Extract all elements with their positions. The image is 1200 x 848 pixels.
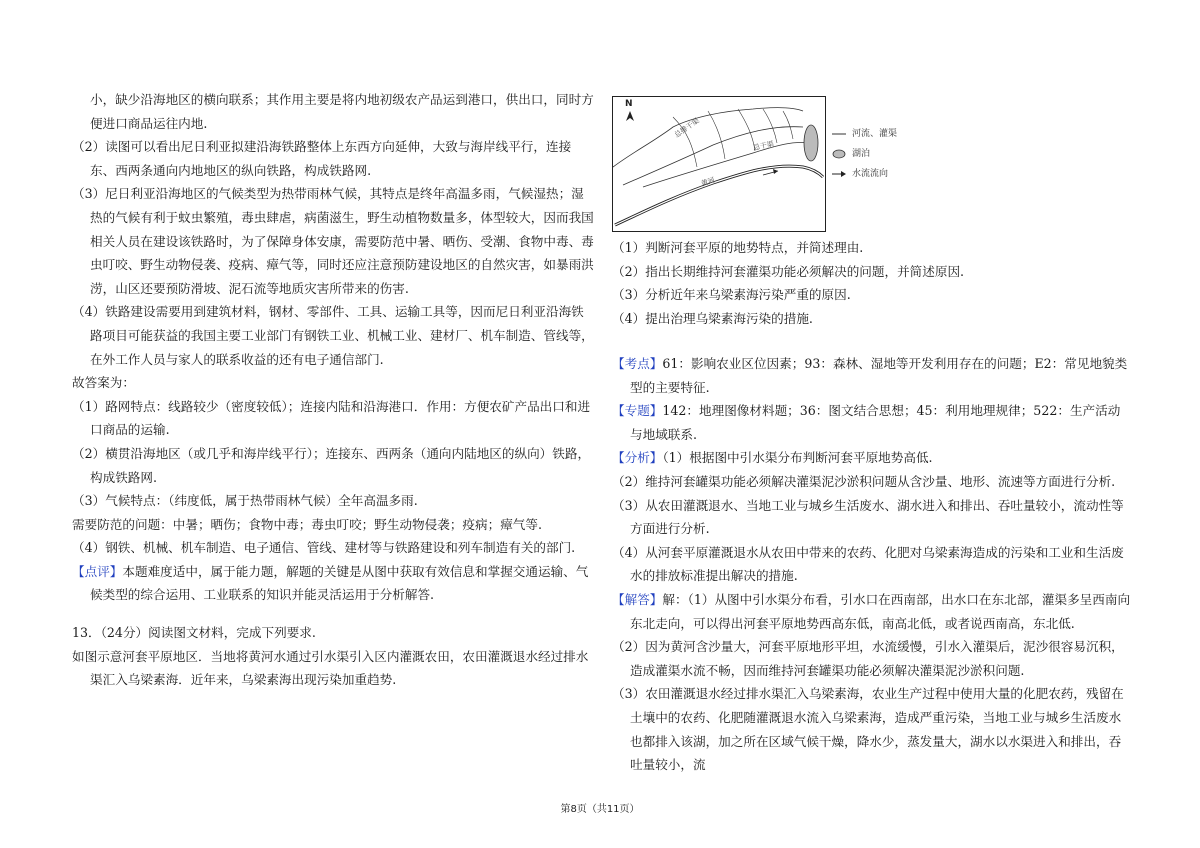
question-2: （2）指出长期维持河套灌渠功能必须解决的问题，并简述原因. [612,263,965,279]
jieda-paragraph: 【解答】解：（1）从图中引水渠分布看，引水口在西南部，出水口在东北部，灌渠多呈西南向东北走向，可以得出河套平原地势西高东低，南高北低，或者说西南高，东北低. [612,591,1131,631]
comment-tag: 【点评】 [72,563,123,579]
jieda-3: （3）农田灌溉退水经过排水渠汇入乌梁素海，农业生产过程中使用大量的化肥农药，残留在土壤中的农药、化肥随灌溉退水流入乌梁素海，造成严重污染，当地工业与城乡生活废水也都排入该湖，加之所在区域气候干燥，降水少，蒸发量大，湖水以水渠进入和排出，吞吐量较小，流 [612,686,1124,773]
question-13-heading: 13．（24分）阅读图文材料，完成下列要求. [72,625,316,641]
fenxi-paragraph: 【分析】（1）根据图中引水渠分布判断河套平原地势高低. [612,450,933,466]
final-answer-3-extra: 需要防范的问题：中暑；晒伤；食物中毒；毒虫叮咬；野生动物侵袭；疫病；瘴气等. [72,516,542,532]
kaodian-tag: 【考点】 [612,356,663,371]
hetao-plain-map [612,96,826,232]
river-label: 黄河 [700,176,716,188]
final-answer-4: （4）钢铁、机械、机车制造、电子通信、管线、建材等与铁路建设和列车制造有关的部门. [72,540,576,556]
legend-flow: 水流流向 [832,164,897,184]
question-3: （3）分析近年来乌梁素海污染严重的原因. [612,287,851,303]
question-1: （1）判断河套平原的地势特点，并简述理由. [612,240,864,255]
map-legend [832,124,897,184]
north-label: N [625,99,633,109]
fenxi-2: （2）维持河套罐渠功能必须解决灌渠泥沙淤积问题从含沙量、地形、流速等方面进行分析. [612,473,1116,489]
paragraph-continuation: 小，缺少沿海地区的横向联系；其作用主要是将内地初级农产品运到港口，供出口，同时方便进口商品运往内地. [90,92,594,131]
right-questions [612,236,1132,330]
north-arrow-icon [626,111,634,121]
right-analysis [612,352,1132,777]
jieda-tag: 【解答】 [612,591,663,607]
lake-icon [804,125,818,161]
left-column [72,88,594,692]
comment-paragraph [72,560,594,607]
legend-lake: 湖泊 [832,144,897,164]
legend-river: 河流、灌渠 [832,124,897,144]
map-drawing [613,97,825,231]
final-answer-1: （1）路网特点：线路较少（密度较低）；连接内陆和沿海港口．作用：方便农矿产品出口和进口商品的运输. [72,398,591,438]
river-line-icon [832,131,846,137]
page-footer: 第8页（共11页） [560,804,640,815]
answer-part-4: （4）铁路建设需要用到建筑材料，钢材、零部件、工具、运输工具等，因而尼日利亚沿海铁路项目可能获益的我国主要工业部门有钢铁工业、机械工业、建材厂、机车制造、管线等，在外工作人员与家人的联系收益的还有电子通信部门. [72,304,594,367]
kaodian-paragraph: 【考点】61：影响农业区位因素；93：森林、湿地等开发利用存在的问题；E2：常见地貌类型的主要特征. [612,356,1128,395]
flow-arrow-icon [832,170,846,178]
comment-text: 本题难度适中，属于能力题，解题的关键是从图中获取有效信息和掌握交通运输、气候类型的综合运用、工业联系的知识并能灵活运用于分析解答. [90,563,589,603]
zhuanti-tag: 【专题】 [612,403,663,419]
zhuanti-paragraph: 【专题】142：地理图像材料题；36：图文结合思想；45：利用地理规律；522：生产活动与地域联系. [612,403,1121,442]
fenxi-tag: 【分析】 [612,450,663,466]
question-13-material: 如图示意河套平原地区．当地将黄河水通过引水渠引入区内灌溉农田，农田灌溉退水经过排水渠汇入乌梁素海．近年来，乌梁素海出现污染加重趋势. [72,648,589,688]
answer-heading: 故答案为： [72,375,135,391]
answer-part-2: （2）读图可以看出尼日利亚拟建沿海铁路整体上东西方向延伸，大致与海岸线平行，连接东、西两条通向内地地区的纵向铁路，构成铁路网. [72,139,572,178]
jieda-2: （2）因为黄河含沙量大，河套平原地形平坦，水流缓慢，引水入灌渠后，泥沙很容易沉积，造成灌渠水流不畅，因而维持河套罐渠功能必须解决灌渠泥沙淤积问题. [612,639,1124,678]
canal-label-2: 总干渠 [752,139,775,153]
canal-label-1: 总排干渠 [673,116,701,140]
fenxi-4: （4）从河套平原灌溉退水从农田中带来的农药、化肥对乌梁素海造成的污染和工业和生活废水的排放标准提出解决的措施. [612,544,1124,584]
lake-swatch-icon [832,149,846,159]
fenxi-3: （3）从农田灌溉退水、当地工业与城乡生活废水、湖水进入和排出、吞吐量较小，流动性等方面进行分析. [612,497,1124,537]
answer-part-3: （3）尼日利亚沿海地区的气候类型为热带雨林气候，其特点是终年高温多雨，气候湿热；湿热的气候有利于蚊虫繁殖，毒虫肆虐，病菌滋生，野生动植物数量多，体型较大，因而我国相关人员在建设该铁路时，为了保障身体安康，需要防范中暑、晒伤、受潮、食物中毒、毒虫叮咬、野生动物侵袭、疫病、瘴气等，同时还应注意预防建设地区的自然灾害，如暴雨洪涝，山区还要预防滑坡、泥石流等地质灾害所带来的伤害. [72,186,594,296]
final-answer-2: （2）横贯沿海地区（或几乎和海岸线平行）；连接东、西两条（通向内陆地区的纵向）铁路，构成铁路网. [72,445,591,485]
question-4: （4）提出治理乌梁素海污染的措施. [612,310,813,326]
final-answer-3: （3）气候特点：（纬度低，属于热带雨林气候）全年高温多雨. [72,493,418,509]
